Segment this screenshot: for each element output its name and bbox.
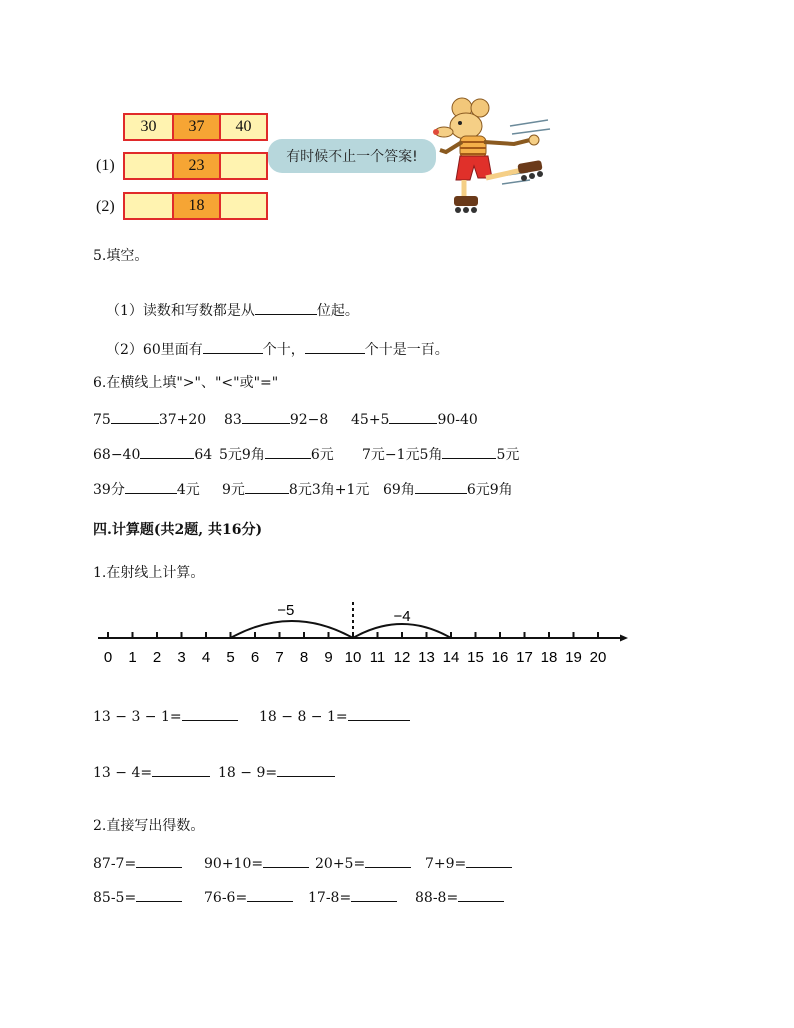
answer-blank[interactable]	[136, 887, 182, 902]
tick-label: 1	[128, 649, 137, 666]
equation	[93, 887, 182, 907]
answer-blank[interactable]	[458, 887, 504, 902]
equation	[93, 762, 210, 782]
tick-label: 12	[393, 649, 411, 666]
equation	[259, 706, 410, 726]
compare-item	[93, 409, 206, 429]
equation-text: 87-7=	[93, 856, 137, 872]
tick-label: 7	[275, 649, 284, 666]
answer-blank[interactable]	[348, 706, 410, 721]
compare-right: 6元	[310, 447, 334, 463]
answer-blank[interactable]	[125, 479, 177, 494]
question-6-title: 6.在横线上填">"、"<"或"="	[93, 375, 279, 391]
number-grid-row-2	[123, 192, 268, 220]
number-grid-row-1	[123, 152, 268, 180]
calc-2-title: 2.直接写出得数。	[93, 818, 205, 834]
number-grid-top-row	[123, 113, 268, 141]
answer-blank[interactable]	[263, 853, 309, 868]
equation	[415, 887, 504, 907]
number-line	[96, 598, 636, 676]
tick-label: 19	[565, 649, 582, 666]
equation-text: 20+5=	[315, 856, 366, 872]
item-number: （2）	[106, 342, 143, 358]
grid-cell: 37	[172, 115, 219, 139]
answer-blank[interactable]	[389, 409, 437, 424]
compare-left: 7元−1元5角	[362, 447, 443, 463]
compare-right: 92−8	[289, 412, 329, 428]
equation-text: 13 − 4=	[93, 765, 153, 781]
arrow-head-icon	[620, 635, 628, 642]
tick-label: 13	[418, 649, 435, 666]
grid-cell: 23	[172, 154, 219, 178]
compare-left: 9元	[222, 482, 245, 498]
compare-right: 8元3角+1元	[288, 482, 370, 498]
grid-cell: 18	[172, 194, 219, 218]
tick-label: 0	[103, 649, 113, 666]
tick-label: 2	[152, 649, 162, 666]
equation	[93, 853, 182, 873]
tick-label: 8	[299, 649, 309, 666]
compare-left: 68−40	[93, 447, 141, 463]
item-text: 个十是一百。	[364, 342, 449, 358]
grid-cell-blank[interactable]	[125, 194, 172, 218]
tick-label: 11	[369, 649, 386, 666]
equation-text: 85-5=	[93, 890, 137, 906]
tick-label: 4	[201, 649, 211, 666]
answer-blank[interactable]	[415, 479, 467, 494]
answer-blank[interactable]	[245, 479, 289, 494]
tick-label: 10	[344, 649, 362, 666]
row-label: (2)	[96, 198, 115, 215]
compare-right: 90-40	[437, 412, 478, 428]
equation-text: 18 − 9=	[218, 765, 278, 781]
compare-item	[383, 479, 513, 499]
compare-item	[93, 479, 200, 499]
answer-blank[interactable]	[140, 444, 194, 459]
arc-label: −5	[277, 602, 295, 619]
compare-item	[219, 444, 334, 464]
compare-right: 6元9角	[466, 482, 513, 498]
tick-label: 15	[467, 649, 484, 666]
tick-label: 5	[226, 649, 235, 666]
equation	[218, 762, 335, 782]
answer-blank[interactable]	[247, 887, 293, 902]
answer-blank[interactable]	[351, 887, 397, 902]
grid-cell: 30	[125, 115, 172, 139]
question-5-item-1	[106, 300, 359, 320]
tick-label: 9	[324, 649, 333, 666]
answer-blank[interactable]	[182, 706, 238, 721]
roller-skating-mouse-icon	[430, 96, 565, 221]
tick-label: 17	[516, 649, 533, 666]
equation-text: 7+9=	[425, 856, 467, 872]
calc-1-title: 1.在射线上计算。	[93, 565, 205, 581]
grid-cell-blank[interactable]	[219, 154, 266, 178]
equation-text: 18 − 8 − 1=	[259, 709, 348, 725]
compare-left: 5元9角	[219, 447, 265, 463]
item-number: （1）	[106, 303, 143, 319]
equation-text: 17-8=	[308, 890, 352, 906]
compare-right: 64	[194, 447, 213, 463]
equation	[308, 887, 397, 907]
question-5-item-2	[106, 339, 449, 359]
section-heading: 四.计算题(共2题, 共16分)	[93, 522, 263, 538]
compare-left: 45+5	[351, 412, 390, 428]
equation	[93, 706, 238, 726]
compare-right: 5元	[496, 447, 520, 463]
answer-blank[interactable]	[442, 444, 496, 459]
answer-blank[interactable]	[242, 409, 290, 424]
answer-blank[interactable]	[365, 853, 411, 868]
compare-item	[351, 409, 478, 429]
compare-item	[93, 444, 212, 464]
equation	[204, 887, 293, 907]
equation	[204, 853, 309, 873]
grid-cell: 40	[219, 115, 266, 139]
equation-text: 13 − 3 − 1=	[93, 709, 182, 725]
answer-blank[interactable]	[111, 409, 159, 424]
compare-left: 69角	[383, 482, 415, 498]
compare-item	[222, 479, 369, 499]
item-text: 位起。	[316, 303, 359, 319]
answer-blank[interactable]	[277, 762, 335, 777]
compare-left: 83	[224, 412, 242, 428]
compare-left: 75	[93, 412, 111, 428]
tick-label: 20	[589, 649, 607, 666]
compare-item	[224, 409, 328, 429]
answer-blank[interactable]	[203, 339, 263, 354]
answer-blank[interactable]	[152, 762, 210, 777]
compare-left: 39分	[93, 482, 125, 498]
question-5-title: 5.填空。	[93, 248, 149, 264]
tick-label: 18	[540, 649, 558, 666]
compare-right: 37+20	[158, 412, 207, 428]
equation-text: 90+10=	[204, 856, 264, 872]
grid-cell-blank[interactable]	[219, 194, 266, 218]
equation	[425, 853, 512, 873]
tick-label: 6	[250, 649, 260, 666]
equation	[315, 853, 411, 873]
speech-bubble: 有时候不止一个答案!	[268, 139, 436, 173]
answer-blank[interactable]	[466, 853, 512, 868]
compare-right: 4元	[176, 482, 200, 498]
answer-blank[interactable]	[305, 339, 365, 354]
answer-blank[interactable]	[255, 300, 317, 315]
answer-blank[interactable]	[136, 853, 182, 868]
jump-arc	[231, 621, 354, 638]
grid-cell-blank[interactable]	[125, 154, 172, 178]
equation-text: 88-8=	[415, 890, 459, 906]
item-text: 60里面有	[142, 342, 203, 358]
tick-label: 14	[442, 649, 460, 666]
item-text: 个十，	[262, 342, 305, 358]
tick-label: 16	[491, 649, 509, 666]
tick-label: 3	[177, 649, 186, 666]
arc-label: −4	[393, 608, 411, 625]
compare-item	[362, 444, 519, 464]
equation-text: 76-6=	[204, 890, 248, 906]
item-text: 读数和写数都是从	[142, 303, 255, 319]
row-label: (1)	[96, 157, 115, 174]
answer-blank[interactable]	[265, 444, 311, 459]
